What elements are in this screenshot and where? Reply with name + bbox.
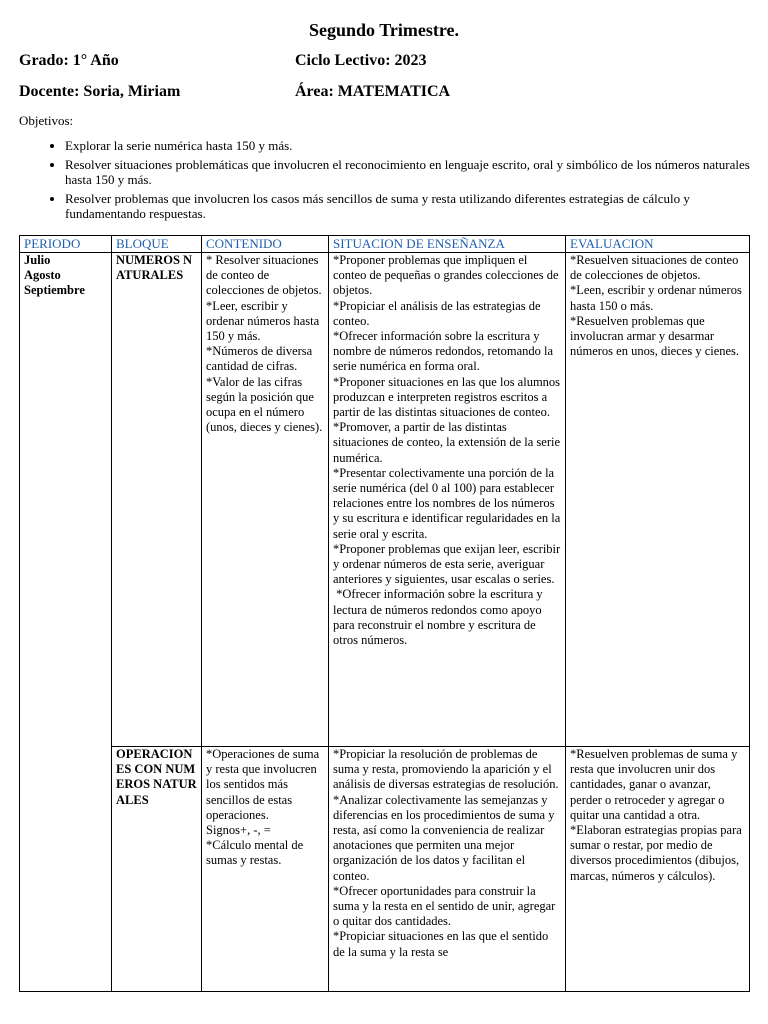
objectives-label: Objetivos: [19, 113, 74, 128]
contenido-item: * Resolver situaciones de conteo de colecciones de objetos. [206, 253, 322, 298]
grado-label: Grado: 1° Año [19, 52, 119, 69]
planning-table [19, 235, 750, 992]
table-header-row [20, 236, 750, 253]
contenido-item: *Cálculo mental de sumas y restas. [206, 838, 304, 868]
situacion-cell [329, 747, 566, 992]
situacion-item: *Ofrecer información sobre la escritura y lectura de números redondos como apoyo para reconstruir el nombre y escritura de otros números. [333, 587, 546, 648]
contenido-item: Signos+, -, = [206, 823, 271, 838]
header-contenido: CONTENIDO [202, 236, 329, 253]
objectives-list [19, 138, 754, 225]
header-situacion: SITUACION DE ENSEÑANZA [329, 236, 566, 253]
evaluacion-item: *Resuelven problemas de suma y resta que involucren unir dos cantidades, ganar o avanzar, perder o retroceder y agregar o quitar una cantidad a otra. [570, 747, 738, 822]
evaluacion-item: *Resuelven problemas que involucran armar y desarmar números en unos, dieces y cienes. [570, 313, 740, 359]
periodo-cell [20, 253, 112, 992]
bloque-cell: OPERACIONES CON NUMEROS NATURALES [112, 747, 202, 992]
table-row [20, 747, 750, 992]
area-label: Área: MATEMATICA [295, 83, 451, 100]
situacion-item: *Proponer problemas que impliquen el conteo de pequeñas o grandes colecciones de objetos. [333, 253, 559, 298]
evaluacion-cell [566, 747, 750, 992]
periodo-month: Julio [24, 253, 51, 267]
evaluacion-cell [566, 253, 750, 747]
contenido-item: *Valor de las cifras según la posición que ocupa en el número (unos, dieces y cienes). [206, 374, 323, 435]
periodo-month: Septiembre [24, 283, 85, 298]
situacion-item: *Propiciar la resolución de problemas de suma y resta, promoviendo la aparición y el análisis de diversas estrategias de resolución. [333, 747, 559, 792]
document-title: Segundo Trimestre. [308, 20, 459, 40]
situacion-item: *Presentar colectivamente una porción de la serie numérica (del 0 al 100) para establecer relaciones entre los nombres de los números y su escritura e identificar regularidades en la serie oral y escrita. [333, 465, 561, 541]
contenido-item: *Operaciones de suma y resta que involucren los sentidos más sencillos de estas operaciones. [206, 747, 320, 822]
contenido-cell [202, 747, 329, 992]
situacion-item: *Proponer problemas que exijan leer, escribir y ordenar números de esta serie, averiguar anteriores y siguientes, usar escalas o series. [333, 541, 561, 587]
bloque-cell: NUMEROS NATURALES [112, 253, 202, 747]
contenido-item: *Números de diversa cantidad de cifras. [206, 344, 313, 374]
header-evaluacion: EVALUACION [566, 236, 750, 253]
ciclo-lectivo-label: Ciclo Lectivo: 2023 [295, 52, 427, 69]
situacion-item: *Propiciar el análisis de las estrategias de conteo. [333, 298, 541, 328]
objective-item: • Explorar la serie numérica hasta 150 y más. [65, 138, 754, 154]
objective-item: • Resolver problemas que involucren los casos más sencillos de suma y resta utilizando diferentes estrategias de cálculo y fundamentando respuestas. [65, 191, 754, 222]
table-row [20, 253, 750, 747]
situacion-item: *Ofrecer información sobre la escritura y nombre de números redondos, retomando la serie numérica en forma oral. [333, 329, 554, 374]
header-bloque: BLOQUE [112, 236, 202, 253]
evaluacion-item: *Leen, escribir y ordenar números hasta 150 o más. [570, 283, 742, 313]
contenido-item: *Leer, escribir y ordenar números hasta 150 y más. [206, 298, 320, 344]
evaluacion-item: *Resuelven situaciones de conteo de colecciones de objetos. [570, 253, 739, 283]
situacion-item: *Proponer situaciones en las que los alumnos produzcan e interpreten registros escritos a partir de las distintas situaciones de conteo. [333, 374, 561, 420]
objective-item: • Resolver situaciones problemáticas que involucren el reconocimiento en lenguaje escrito, oral y simbólico de los números naturales hasta 150 y más. [65, 157, 754, 188]
situacion-item: *Promover, a partir de las distintas situaciones de conteo, la extensión de la serie numérica. [333, 420, 561, 465]
situacion-cell [329, 253, 566, 747]
docente-label: Docente: Soria, Miriam [19, 83, 181, 100]
situacion-item: *Propiciar situaciones en las que el sentido de la suma y la resta se [333, 929, 549, 959]
evaluacion-item: *Elaboran estrategias propias para sumar o restar, por medio de diversos procedimientos (dibujos, marcas, números y cálculos). [570, 823, 742, 883]
periodo-month: Agosto [24, 268, 61, 283]
header-periodo: PERIODO [20, 236, 112, 253]
situacion-item: *Analizar colectivamente las semejanzas y diferencias en los procedimientos de suma y resta, así como la conveniencia de realizar anotaciones que permiten una mejor organización de los datos y facilitan el conteo. [333, 792, 555, 883]
contenido-cell [202, 253, 329, 747]
situacion-item: *Ofrecer oportunidades para construir la suma y la resta en el sentido de unir, agregar o quitar dos cantidades. [333, 883, 556, 929]
